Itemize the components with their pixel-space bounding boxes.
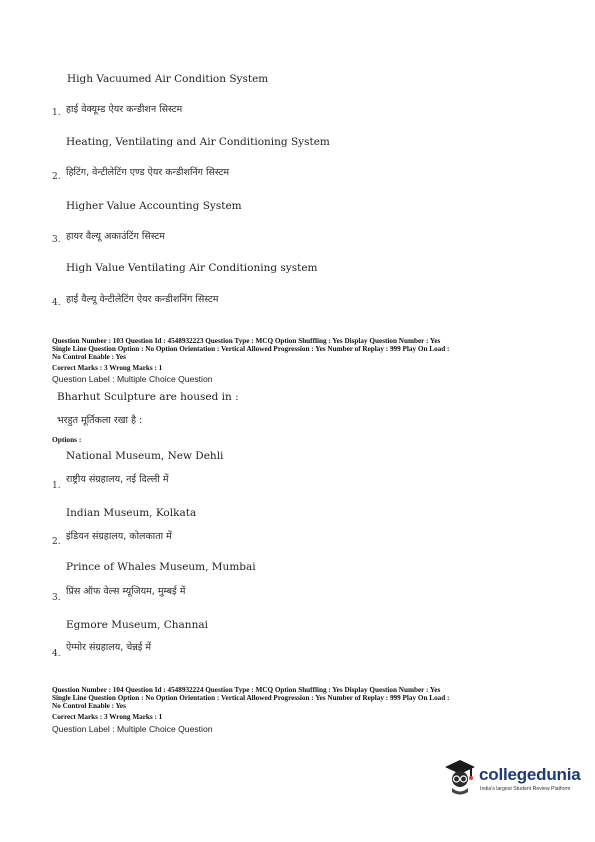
prev-option-3-en: Higher Value Accounting System (66, 200, 242, 212)
prev-option-3-number: 3. (52, 235, 61, 245)
prev-option-4-en: High Value Ventilating Air Conditioning system (66, 262, 318, 274)
q103-meta-line-2: Single Line Question Option : No Option Orientation : Vertical Allowed Progression : Yes Number of Replay : 999 Play On Load : (52, 345, 450, 353)
q103-question-hi: भरहुत मूर्तिकला रखा है : (57, 415, 143, 426)
q103-option-2-hi: इंडियन संग्रहालय, कोलकाता में (66, 531, 172, 542)
q103-option-4-hi: ऐग्मोर संग्रहालय, चेन्नई में (66, 642, 152, 653)
collegedunia-logo-tagline: India's largest Student Review Platform (480, 786, 571, 792)
q103-option-2-number: 2. (52, 537, 61, 547)
prev-option-1-hi: हाई वेक्यूम्ड ऐयर कन्डीशन सिस्टम (66, 104, 183, 115)
q104-meta-line-1: Question Number : 104 Question Id : 4548932224 Question Type : MCQ Option Shuffling : Yes Display Question Number : Yes (52, 686, 441, 694)
q103-question-en: Bharhut Sculpture are housed in : (57, 391, 239, 403)
q104-question-label: Question Label : Multiple Choice Question (52, 724, 213, 734)
q103-meta-line-1: Question Number : 103 Question Id : 4548932223 Question Type : MCQ Option Shuffling : Yes Display Question Number : Yes (52, 337, 441, 345)
prev-option-2-hi: हिटिंग, वेन्टीलेटिंग एण्ड ऐयर कन्डीशनिंग सिस्टम (66, 167, 230, 178)
prev-option-1-en: High Vacuumed Air Condition System (67, 73, 269, 85)
collegedunia-watermark (443, 758, 583, 798)
prev-option-4-number: 4. (52, 298, 61, 308)
prev-option-3-hi: हायर वैल्यू अकाउंटिंग सिस्टम (66, 231, 165, 242)
q103-option-3-hi: प्रिंस ऑफ वेल्स म्यूजियम, मुम्बई में (66, 586, 186, 597)
q103-option-1-hi: राष्ट्रीय संग्रहालय, नई दिल्ली में (66, 474, 169, 485)
q103-marks: Correct Marks : 3 Wrong Marks : 1 (52, 364, 163, 372)
q103-option-1-en: National Museum, New Dehli (66, 450, 224, 462)
q103-meta-line-3: No Control Enable : Yes (52, 353, 126, 361)
q103-option-3-number: 3. (52, 593, 61, 603)
prev-option-2-en: Heating, Ventilating and Air Conditioning System (66, 136, 330, 148)
q103-question-label: Question Label : Multiple Choice Question (52, 374, 213, 384)
prev-option-1-number: 1. (52, 108, 61, 118)
q103-option-1-number: 1. (52, 481, 61, 491)
prev-option-2-number: 2. (52, 172, 61, 182)
q104-meta-line-2: Single Line Question Option : No Option Orientation : Vertical Allowed Progression : Yes Number of Replay : 999 Play On Load : (52, 694, 450, 702)
q103-option-4-en: Egmore Museum, Channai (66, 619, 208, 631)
collegedunia-logo-icon (443, 758, 477, 796)
q104-meta-line-3: No Control Enable : Yes (52, 702, 126, 710)
q103-option-4-number: 4. (52, 649, 61, 659)
q103-option-2-en: Indian Museum, Kolkata (66, 507, 197, 519)
q104-marks: Correct Marks : 3 Wrong Marks : 1 (52, 713, 163, 721)
q103-option-3-en: Prince of Whales Museum, Mumbai (66, 561, 256, 573)
prev-option-4-hi: हाई वैल्यू वेन्टीलेटिंग ऐयर कन्डीशनिंग सिस्टम (66, 294, 219, 305)
collegedunia-logo-name: collegedunia (479, 765, 581, 784)
q103-options-heading: Options : (52, 435, 82, 444)
